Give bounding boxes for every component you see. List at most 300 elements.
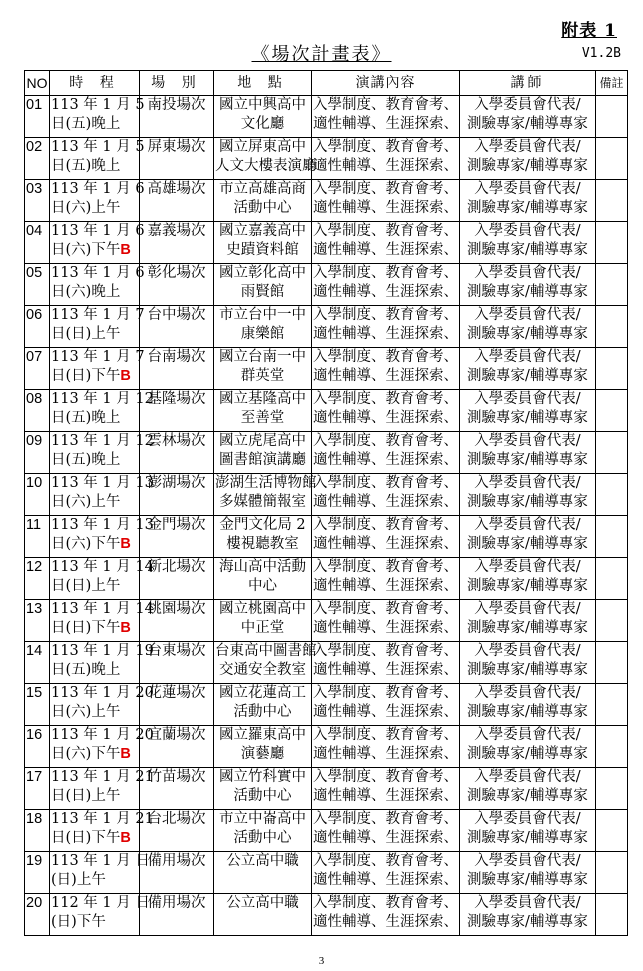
time-date-line: 112 年 1 月 日 [51, 895, 150, 911]
cell-time [50, 642, 154, 684]
time-session-line [51, 787, 138, 806]
content-line-1: 入學制度、教育會考、 [313, 181, 458, 197]
cell-no: 06 [25, 306, 50, 348]
content-line-1: 入學制度、教育會考、 [313, 895, 458, 911]
cell-time [50, 810, 154, 852]
b-mark: B [120, 746, 131, 762]
content-line-2: 適性輔導、生涯探索、 [313, 410, 458, 426]
place-line-2: 圖書館演講廳 [219, 452, 306, 468]
header-remark: 備註 [596, 71, 628, 96]
b-mark: B [120, 242, 131, 258]
cell-remark [596, 180, 628, 222]
header-speaker: 講師 [460, 71, 596, 96]
content-line-2: 適性輔導、生涯探索、 [313, 914, 458, 930]
time-session-text: 日(日)下午 [51, 368, 121, 384]
cell-no: 12 [25, 558, 50, 600]
cell-venue: 南投場次 [140, 96, 214, 138]
table-row [25, 894, 628, 936]
cell-speaker [460, 894, 596, 936]
cell-speaker [460, 684, 596, 726]
place-line-2: 雨賢館 [240, 284, 285, 300]
content-line-1: 入學制度、教育會考、 [313, 853, 458, 869]
cell-place [214, 768, 312, 810]
time-session-line [51, 283, 138, 302]
speaker-line-1: 入學委員會代表/ [474, 223, 581, 239]
cell-speaker [460, 96, 596, 138]
content-line-1: 入學制度、教育會考、 [313, 769, 458, 785]
time-session-text: 日(六)下午 [51, 536, 121, 552]
cell-content [312, 768, 460, 810]
cell-speaker [460, 348, 596, 390]
cell-venue: 台東場次 [140, 642, 214, 684]
cell-no: 10 [25, 474, 50, 516]
time-session-line [51, 325, 138, 344]
place-line-1: 國立彰化高中 [219, 265, 306, 281]
content-line-1: 入學制度、教育會考、 [313, 391, 458, 407]
place-line-2: 活動中心 [233, 200, 292, 216]
b-mark: B [120, 830, 131, 846]
cell-content [312, 684, 460, 726]
cell-no: 08 [25, 390, 50, 432]
cell-venue: 基隆場次 [140, 390, 214, 432]
cell-content [312, 726, 460, 768]
cell-venue: 宜蘭場次 [140, 726, 214, 768]
cell-remark [596, 726, 628, 768]
content-line-2: 適性輔導、生涯探索、 [313, 116, 458, 132]
header-venue: 場 別 [140, 71, 214, 96]
cell-remark [596, 432, 628, 474]
speaker-line-2: 測驗專家/輔導專家 [467, 242, 588, 258]
header-content: 演講內容 [312, 71, 460, 96]
b-mark: B [120, 368, 131, 384]
b-mark: B [120, 536, 131, 552]
time-session-line [51, 199, 138, 218]
place-line-1: 市立中崙高中 [219, 811, 306, 827]
cell-venue: 備用場次 [140, 894, 214, 936]
cell-no: 19 [25, 852, 50, 894]
place-line-1: 國立屏東高中 [219, 139, 306, 155]
cell-time [50, 558, 154, 600]
cell-time [50, 180, 145, 222]
cell-no: 07 [25, 348, 50, 390]
cell-time [50, 96, 145, 138]
schedule-table [24, 70, 628, 936]
table-header-row [25, 71, 628, 96]
speaker-line-1: 入學委員會代表/ [474, 97, 581, 113]
time-session-text: 日(五)晚上 [51, 158, 121, 174]
cell-remark [596, 306, 628, 348]
place-line-2: 中心 [248, 578, 277, 594]
table-row [25, 600, 628, 642]
table-row [25, 306, 628, 348]
cell-remark [596, 96, 628, 138]
place-line-1: 公立高中職 [226, 895, 299, 911]
speaker-line-1: 入學委員會代表/ [474, 475, 581, 491]
place-line-2: 交通安全教室 [219, 662, 306, 678]
cell-no: 03 [25, 180, 50, 222]
document-title-text: 《場次計畫表》 [251, 44, 392, 65]
cell-remark [596, 642, 628, 684]
content-line-2: 適性輔導、生涯探索、 [313, 662, 458, 678]
speaker-line-2: 測驗專家/輔導專家 [467, 830, 588, 846]
time-session-line [51, 829, 138, 848]
place-line-2: 中正堂 [240, 620, 285, 636]
time-session-line [51, 661, 138, 680]
cell-venue: 台中場次 [140, 306, 214, 348]
content-line-1: 入學制度、教育會考、 [313, 601, 458, 617]
cell-time [50, 768, 154, 810]
content-line-1: 入學制度、教育會考、 [313, 727, 458, 743]
cell-place [214, 558, 312, 600]
cell-time [50, 222, 145, 264]
cell-venue: 金門場次 [140, 516, 214, 558]
place-line-1: 國立花蓮高工 [219, 685, 306, 701]
cell-no: 02 [25, 138, 50, 180]
time-date-line: 113 年 1 月 14 [51, 559, 154, 575]
cell-venue: 澎湖場次 [140, 474, 214, 516]
speaker-line-2: 測驗專家/輔導專家 [467, 452, 588, 468]
table-row [25, 768, 628, 810]
place-line-1: 國立竹科實中 [219, 769, 306, 785]
cell-time [50, 600, 154, 642]
cell-remark [596, 474, 628, 516]
speaker-line-1: 入學委員會代表/ [474, 265, 581, 281]
cell-content [312, 348, 460, 390]
time-date-line: 113 年 1 月 6 [51, 265, 145, 281]
place-line-1: 市立高雄高商 [219, 181, 306, 197]
content-line-1: 入學制度、教育會考、 [313, 307, 458, 323]
speaker-line-2: 測驗專家/輔導專家 [467, 116, 588, 132]
time-date-line: 113 年 1 月 6 [51, 223, 145, 239]
cell-content [312, 222, 460, 264]
time-session-text: 日(六)下午 [51, 746, 121, 762]
content-line-2: 適性輔導、生涯探索、 [313, 242, 458, 258]
place-line-2: 活動中心 [233, 704, 292, 720]
time-session-line [51, 577, 138, 596]
time-session-line [51, 913, 138, 932]
speaker-line-2: 測驗專家/輔導專家 [467, 368, 588, 384]
cell-venue: 雲林場次 [140, 432, 214, 474]
content-line-2: 適性輔導、生涯探索、 [313, 326, 458, 342]
cell-place [214, 306, 312, 348]
speaker-line-1: 入學委員會代表/ [474, 139, 581, 155]
speaker-line-2: 測驗專家/輔導專家 [467, 746, 588, 762]
table-row [25, 558, 628, 600]
cell-speaker [460, 600, 596, 642]
place-line-1: 公立高中職 [226, 853, 299, 869]
time-session-line [51, 451, 138, 470]
cell-content [312, 96, 460, 138]
speaker-line-2: 測驗專家/輔導專家 [467, 494, 588, 510]
cell-venue: 竹苗場次 [140, 768, 214, 810]
speaker-line-1: 入學委員會代表/ [474, 349, 581, 365]
time-date-line: 113 年 1 月 14 [51, 601, 154, 617]
cell-content [312, 810, 460, 852]
version-label: V1.2B [581, 46, 621, 61]
document-title [0, 40, 643, 66]
cell-no: 13 [25, 600, 50, 642]
time-session-line [51, 703, 138, 722]
content-line-2: 適性輔導、生涯探索、 [313, 494, 458, 510]
content-line-2: 適性輔導、生涯探索、 [313, 200, 458, 216]
speaker-line-1: 入學委員會代表/ [474, 433, 581, 449]
cell-time [50, 306, 145, 348]
cell-speaker [460, 306, 596, 348]
content-line-2: 適性輔導、生涯探索、 [313, 830, 458, 846]
speaker-line-1: 入學委員會代表/ [474, 811, 581, 827]
place-line-1: 國立羅東高中 [219, 727, 306, 743]
cell-place [214, 432, 312, 474]
content-line-2: 適性輔導、生涯探索、 [313, 788, 458, 804]
cell-place [214, 138, 317, 180]
cell-content [312, 474, 460, 516]
cell-speaker [460, 138, 596, 180]
place-line-2: 群英堂 [240, 368, 285, 384]
speaker-line-1: 入學委員會代表/ [474, 895, 581, 911]
content-line-1: 入學制度、教育會考、 [313, 349, 458, 365]
cell-content [312, 600, 460, 642]
cell-content [312, 642, 460, 684]
place-line-1: 國立虎尾高中 [219, 433, 306, 449]
cell-no: 17 [25, 768, 50, 810]
cell-time [50, 390, 154, 432]
place-line-1: 金門文化局 2 [219, 517, 306, 533]
cell-content [312, 432, 460, 474]
cell-place [214, 810, 312, 852]
place-line-1: 國立台南一中 [219, 349, 306, 365]
cell-venue: 台南場次 [140, 348, 214, 390]
speaker-line-1: 入學委員會代表/ [474, 643, 581, 659]
time-session-line [51, 241, 138, 260]
speaker-line-2: 測驗專家/輔導專家 [467, 914, 588, 930]
place-line-2: 史蹟資料館 [226, 242, 299, 258]
cell-time [50, 432, 154, 474]
content-line-1: 入學制度、教育會考、 [313, 223, 458, 239]
place-line-2: 活動中心 [233, 788, 292, 804]
cell-place [214, 852, 312, 894]
cell-remark [596, 264, 628, 306]
speaker-line-2: 測驗專家/輔導專家 [467, 536, 588, 552]
speaker-line-1: 入學委員會代表/ [474, 559, 581, 575]
time-session-text: 日(日)下午 [51, 620, 121, 636]
time-date-line: 113 年 1 月 19 [51, 643, 154, 659]
cell-venue: 桃園場次 [140, 600, 214, 642]
cell-venue: 新北場次 [140, 558, 214, 600]
cell-speaker [460, 852, 596, 894]
table-row [25, 180, 628, 222]
table-row [25, 684, 628, 726]
cell-venue: 花蓮場次 [140, 684, 214, 726]
content-line-1: 入學制度、教育會考、 [313, 517, 458, 533]
time-session-text: 日(日)上午 [51, 326, 121, 342]
place-line-1: 海山高中活動 [219, 559, 306, 575]
content-line-1: 入學制度、教育會考、 [313, 643, 458, 659]
cell-place [214, 726, 312, 768]
content-line-1: 入學制度、教育會考、 [313, 265, 458, 281]
time-session-line [51, 619, 138, 638]
content-line-2: 適性輔導、生涯探索、 [313, 158, 458, 174]
cell-time [50, 684, 154, 726]
cell-content [312, 138, 460, 180]
table-row [25, 432, 628, 474]
time-session-text: 日(六)上午 [51, 494, 121, 510]
cell-place [214, 642, 317, 684]
place-line-1: 市立台中一中 [219, 307, 306, 323]
time-date-line: 113 年 1 月 7 [51, 307, 145, 323]
place-line-2: 樓視聽教室 [226, 536, 299, 552]
time-session-line [51, 493, 138, 512]
time-date-line: 113 年 1 月 12 [51, 391, 154, 407]
table-row [25, 222, 628, 264]
time-session-text: 日(五)晚上 [51, 662, 121, 678]
content-line-1: 入學制度、教育會考、 [313, 559, 458, 575]
time-session-line [51, 535, 138, 554]
cell-speaker [460, 768, 596, 810]
cell-no: 11 [25, 516, 50, 558]
cell-venue: 屏東場次 [140, 138, 214, 180]
cell-time [50, 348, 145, 390]
place-line-2: 文化廳 [240, 116, 285, 132]
cell-remark [596, 810, 628, 852]
cell-time [50, 516, 154, 558]
time-date-line: 113 年 1 月 12 [51, 433, 154, 449]
speaker-line-2: 測驗專家/輔導專家 [467, 200, 588, 216]
time-session-text: 日(日)下午 [51, 830, 121, 846]
content-line-2: 適性輔導、生涯探索、 [313, 746, 458, 762]
speaker-line-1: 入學委員會代表/ [474, 601, 581, 617]
table-row [25, 138, 628, 180]
cell-speaker [460, 180, 596, 222]
cell-remark [596, 138, 628, 180]
cell-content [312, 390, 460, 432]
time-session-line [51, 367, 138, 386]
cell-content [312, 516, 460, 558]
place-line-2: 至善堂 [240, 410, 285, 426]
cell-time [50, 852, 150, 894]
content-line-1: 入學制度、教育會考、 [313, 811, 458, 827]
place-line-1: 國立中興高中 [219, 97, 306, 113]
place-line-2: 演藝廳 [240, 746, 285, 762]
cell-venue: 彰化場次 [140, 264, 214, 306]
place-line-2: 多媒體簡報室 [219, 494, 306, 510]
cell-content [312, 894, 460, 936]
table-row [25, 642, 628, 684]
time-session-line [51, 745, 138, 764]
cell-speaker [460, 558, 596, 600]
time-session-text: 日(日)上午 [51, 578, 121, 594]
cell-place [214, 390, 312, 432]
cell-remark [596, 768, 628, 810]
time-date-line: 113 年 1 月 21 [51, 811, 154, 827]
time-session-text: 日(六)晚上 [51, 284, 121, 300]
cell-remark [596, 684, 628, 726]
time-session-line [51, 871, 138, 890]
cell-no: 05 [25, 264, 50, 306]
content-line-2: 適性輔導、生涯探索、 [313, 704, 458, 720]
cell-venue: 台北場次 [140, 810, 214, 852]
speaker-line-2: 測驗專家/輔導專家 [467, 158, 588, 174]
table-row [25, 264, 628, 306]
time-date-line: 113 年 1 月 日 [51, 853, 150, 869]
cell-place [214, 96, 312, 138]
cell-remark [596, 852, 628, 894]
table-row [25, 390, 628, 432]
place-line-2: 活動中心 [233, 830, 292, 846]
cell-remark [596, 600, 628, 642]
cell-time [50, 474, 154, 516]
cell-remark [596, 390, 628, 432]
cell-no: 15 [25, 684, 50, 726]
speaker-line-1: 入學委員會代表/ [474, 181, 581, 197]
place-line-2: 康樂館 [240, 326, 285, 342]
speaker-line-1: 入學委員會代表/ [474, 727, 581, 743]
speaker-line-1: 入學委員會代表/ [474, 307, 581, 323]
cell-venue: 嘉義場次 [140, 222, 214, 264]
place-line-1: 澎湖生活博物館 [215, 475, 317, 491]
time-session-text: (日)上午 [51, 872, 106, 888]
time-date-line: 113 年 1 月 20 [51, 685, 154, 701]
table-row [25, 852, 628, 894]
content-line-2: 適性輔導、生涯探索、 [313, 578, 458, 594]
cell-speaker [460, 516, 596, 558]
cell-content [312, 264, 460, 306]
place-line-1: 國立基隆高中 [219, 391, 306, 407]
content-line-2: 適性輔導、生涯探索、 [313, 872, 458, 888]
speaker-line-2: 測驗專家/輔導專家 [467, 872, 588, 888]
table-row [25, 516, 628, 558]
content-line-2: 適性輔導、生涯探索、 [313, 452, 458, 468]
cell-place [214, 474, 317, 516]
cell-speaker [460, 222, 596, 264]
cell-venue: 備用場次 [140, 852, 214, 894]
cell-content [312, 180, 460, 222]
cell-speaker [460, 474, 596, 516]
place-line-1: 國立嘉義高中 [219, 223, 306, 239]
cell-venue: 高雄場次 [140, 180, 214, 222]
content-line-1: 入學制度、教育會考、 [313, 475, 458, 491]
time-session-line [51, 115, 138, 134]
time-date-line: 113 年 1 月 20 [51, 727, 154, 743]
table-row [25, 96, 628, 138]
speaker-line-1: 入學委員會代表/ [474, 391, 581, 407]
speaker-line-1: 入學委員會代表/ [474, 685, 581, 701]
content-line-2: 適性輔導、生涯探索、 [313, 284, 458, 300]
time-session-text: 日(五)晚上 [51, 116, 121, 132]
speaker-line-1: 入學委員會代表/ [474, 769, 581, 785]
cell-place [214, 264, 312, 306]
cell-speaker [460, 642, 596, 684]
cell-place [214, 516, 312, 558]
time-session-text: 日(六)上午 [51, 704, 121, 720]
time-session-text: 日(六)上午 [51, 200, 121, 216]
content-line-1: 入學制度、教育會考、 [313, 139, 458, 155]
table-row [25, 810, 628, 852]
speaker-line-2: 測驗專家/輔導專家 [467, 704, 588, 720]
cell-no: 09 [25, 432, 50, 474]
speaker-line-2: 測驗專家/輔導專家 [467, 284, 588, 300]
cell-remark [596, 894, 628, 936]
cell-place [214, 684, 312, 726]
time-session-text: 日(五)晚上 [51, 410, 121, 426]
cell-no: 14 [25, 642, 50, 684]
speaker-line-2: 測驗專家/輔導專家 [467, 578, 588, 594]
content-line-1: 入學制度、教育會考、 [313, 433, 458, 449]
cell-speaker [460, 432, 596, 474]
cell-content [312, 558, 460, 600]
time-date-line: 113 年 1 月 5 [51, 97, 145, 113]
appendix-label: 附表 1 [561, 21, 617, 41]
time-session-text: 日(五)晚上 [51, 452, 121, 468]
